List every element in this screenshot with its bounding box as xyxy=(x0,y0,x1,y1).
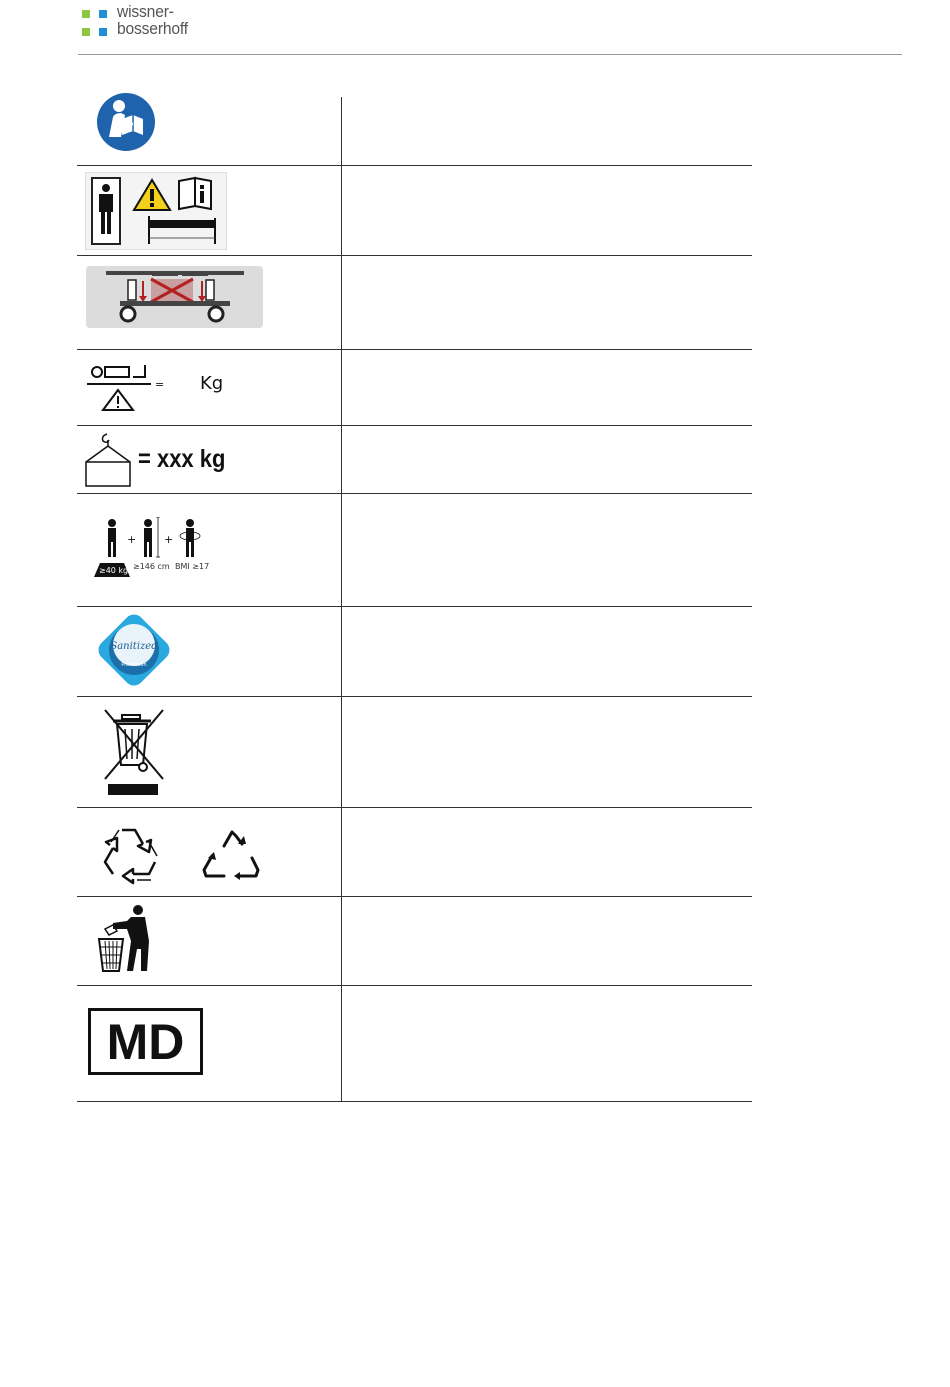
svg-text:+: + xyxy=(127,533,137,546)
kg-label: Kg xyxy=(200,373,224,394)
description-cell xyxy=(341,986,752,1101)
symbol-cell xyxy=(77,166,341,255)
table-row xyxy=(77,897,752,986)
symbol-cell xyxy=(77,256,341,349)
description-cell xyxy=(341,897,752,985)
symbol-cell xyxy=(77,607,341,696)
logo-text xyxy=(117,3,188,37)
description-cell xyxy=(341,808,752,896)
logo-square-green-bottom xyxy=(82,28,90,36)
table-row xyxy=(77,97,752,166)
symbol-cell xyxy=(77,897,341,985)
description-cell xyxy=(341,166,752,255)
symbol-cell xyxy=(77,986,341,1101)
dispose-litter-icon xyxy=(97,905,153,975)
sanitized-label: Sanitized xyxy=(110,641,158,652)
table-row xyxy=(77,494,752,607)
logo-square-blue-bottom xyxy=(99,28,107,36)
symbol-cell xyxy=(77,697,341,807)
medical-device-icon xyxy=(88,1008,203,1075)
svg-text:=: = xyxy=(155,378,165,391)
symbol-cell xyxy=(77,494,341,606)
height-label: ≥146 cm xyxy=(133,562,170,571)
no-stacking-transport-icon xyxy=(86,266,263,328)
description-cell xyxy=(341,607,752,696)
recycling-mobius-icon xyxy=(97,822,165,890)
warning-bed-manual-icon xyxy=(85,172,227,250)
table-row xyxy=(77,986,752,1102)
logo-square-green-top xyxy=(82,10,90,18)
description-cell xyxy=(341,97,752,165)
table-row xyxy=(77,426,752,494)
description-cell xyxy=(341,494,752,606)
read-manual-icon xyxy=(95,91,157,153)
symbol-cell xyxy=(77,426,341,493)
header-divider xyxy=(78,54,902,55)
table-row xyxy=(77,256,752,350)
symbols-table xyxy=(77,97,752,1102)
table-row xyxy=(77,166,752,256)
description-cell xyxy=(341,426,752,493)
symbol-cell xyxy=(77,808,341,896)
svg-text:+: + xyxy=(164,533,174,546)
safe-working-load-icon xyxy=(85,432,133,488)
weight-label: ≥40 kg xyxy=(99,566,129,575)
bmi-label: BMI ≥17 xyxy=(175,562,210,571)
table-row xyxy=(77,607,752,697)
recycling-triangle-icon xyxy=(200,822,264,886)
max-patient-weight-icon xyxy=(85,362,175,414)
table-row xyxy=(77,808,752,897)
logo-line-1: wissner- xyxy=(117,2,174,21)
description-cell xyxy=(341,350,752,425)
description-cell xyxy=(341,697,752,807)
symbol-cell xyxy=(77,350,341,425)
symbol-cell xyxy=(77,97,341,165)
table-row xyxy=(77,697,752,808)
logo-square-blue-top xyxy=(99,10,107,18)
table-row xyxy=(77,350,752,426)
md-label: MD xyxy=(106,1013,185,1070)
protection-label: Protection xyxy=(121,662,147,668)
weee-bin-icon xyxy=(103,707,165,797)
description-cell xyxy=(341,256,752,349)
logo-line-2: bosserhoff xyxy=(117,19,188,38)
load-label: = xxx kg xyxy=(138,445,226,473)
